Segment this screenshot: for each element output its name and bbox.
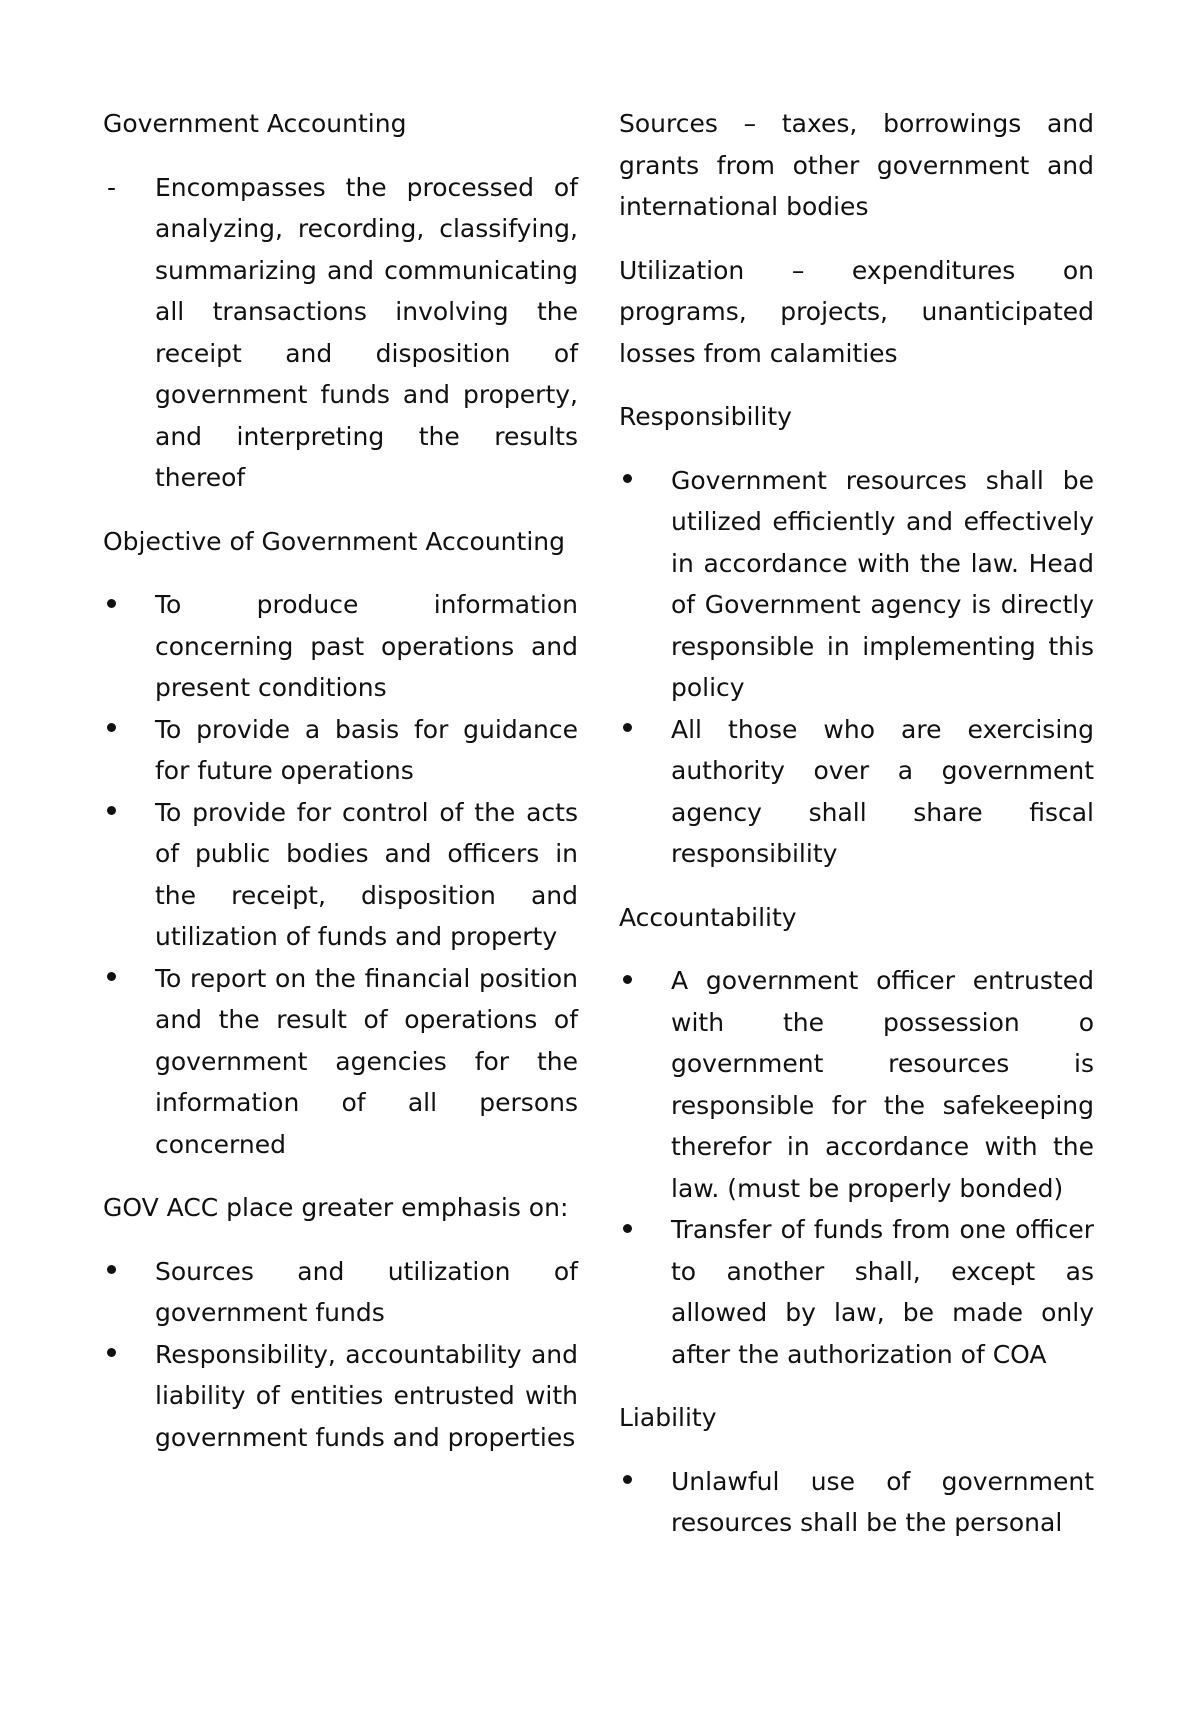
left-column bbox=[103, 103, 578, 1480]
definition-item bbox=[103, 167, 578, 499]
objectives-list bbox=[103, 584, 578, 1165]
list-item bbox=[619, 960, 1094, 1209]
list-item bbox=[103, 709, 578, 792]
liability-heading: Liability bbox=[619, 1403, 717, 1432]
list-item-text: To produce information concerning past operations and present conditions bbox=[155, 590, 578, 702]
list-item bbox=[103, 958, 578, 1166]
responsibility-list bbox=[619, 460, 1094, 875]
emphasis-list bbox=[103, 1251, 578, 1459]
list-item-text: Responsibility, accountability and liability of entities entrusted with government funds and properties bbox=[155, 1339, 578, 1452]
list-item bbox=[103, 584, 578, 709]
list-item-text: A government officer entrusted with the possession o government resources is responsible for the safekeeping therefor in accordance with the law. (must be properly bonded) bbox=[671, 966, 1094, 1203]
bullet-icon bbox=[619, 460, 659, 502]
list-item bbox=[103, 1334, 578, 1459]
definition-text: Encompasses the processed of analyzing, recording, classifying, summarizing and communicating all transactions involving the receipt and disposition of government funds and property, and interpreting the results thereof bbox=[155, 172, 578, 492]
utilization-paragraph: Utilization – expenditures on programs, projects, unanticipated losses from calamities bbox=[619, 255, 1094, 368]
list-item-text: Transfer of funds from one officer to another shall, except as allowed by law, be made only after the authorization of COA bbox=[671, 1215, 1094, 1369]
responsibility-heading: Responsibility bbox=[619, 402, 792, 431]
list-item bbox=[619, 1209, 1094, 1375]
bullet-icon bbox=[103, 958, 143, 1000]
dash-marker: - bbox=[107, 172, 117, 202]
bullet-icon bbox=[619, 1209, 659, 1251]
accountability-heading: Accountability bbox=[619, 902, 797, 932]
list-item bbox=[103, 1251, 578, 1334]
list-item-text: Sources and utilization of government funds bbox=[155, 1256, 578, 1327]
list-item-text: To report on the financial position and the result of operations of government agencies for the information of all persons concerned bbox=[155, 963, 578, 1159]
bullet-icon bbox=[103, 1334, 143, 1376]
list-item bbox=[619, 709, 1094, 875]
accountability-list bbox=[619, 960, 1094, 1375]
objective-heading: Objective of Government Accounting bbox=[103, 526, 565, 556]
list-item-text: Unlawful use of government resources shall be the personal bbox=[671, 1466, 1094, 1537]
bullet-icon bbox=[103, 1251, 143, 1293]
bullet-icon bbox=[619, 1461, 659, 1503]
bullet-icon bbox=[103, 584, 143, 626]
list-item-text: To provide for control of the acts of public bodies and officers in the receipt, disposition and utilization of funds and property bbox=[155, 797, 578, 951]
definition-list bbox=[103, 167, 578, 499]
bullet-icon bbox=[103, 792, 143, 834]
list-item-text: To provide a basis for guidance for future operations bbox=[155, 714, 578, 785]
list-item-text: All those who are exercising authority over a government agency shall share fiscal responsibility bbox=[671, 714, 1094, 868]
list-item bbox=[619, 1461, 1094, 1544]
list-item-text: Government resources shall be utilized efficiently and effectively in accordance with the law. Head of Government agency is directly responsible in implementing this policy bbox=[671, 465, 1094, 702]
section-title-government-accounting: Government Accounting bbox=[103, 109, 407, 138]
list-item bbox=[619, 460, 1094, 709]
bullet-icon bbox=[619, 960, 659, 1002]
sources-paragraph: Sources – taxes, borrowings and grants from other government and international bodies bbox=[619, 109, 1094, 221]
right-column bbox=[619, 103, 1094, 1566]
liability-list bbox=[619, 1461, 1094, 1544]
list-item bbox=[103, 792, 578, 958]
bullet-icon bbox=[103, 709, 143, 751]
bullet-icon bbox=[619, 709, 659, 751]
emphasis-heading: GOV ACC place greater emphasis on: bbox=[103, 1193, 569, 1222]
